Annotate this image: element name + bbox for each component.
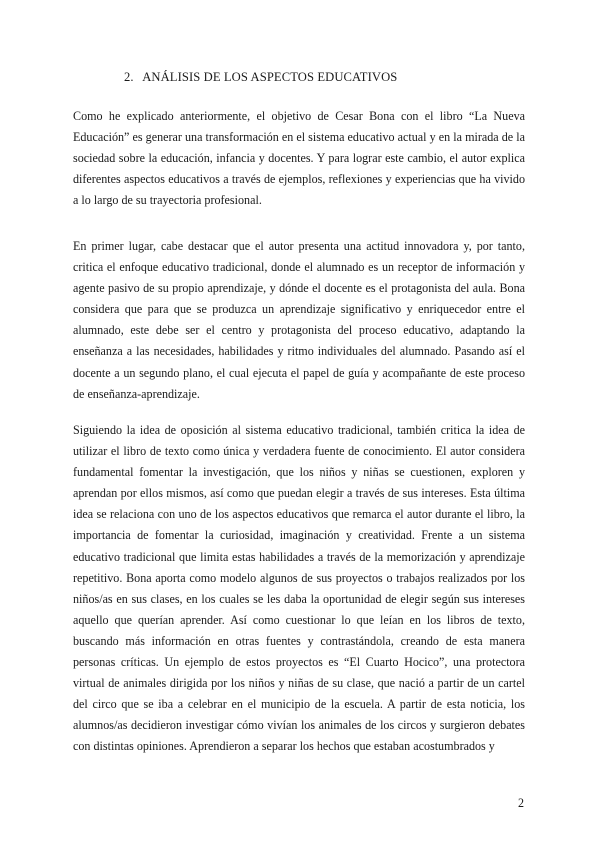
paragraph-traditional-approach: En primer lugar, cabe destacar que el autor presenta una actitud innovadora y, por tanto, critica el enfoque educativo tradicional, donde el alumnado es un receptor de información y agente pasivo de su propio aprendizaje, y dónde el docente es el protagonista del aula. Bona considera que para que se produzca un aprendizaje significativo y enriquecedor entre el alumnado, este debe ser el centro y protagonista del proceso educativo, adaptando la enseñanza a las necesidades, habilidades y ritmo individuales del alumnado. Pasando así el docente a un segundo plano, el cual ejecuta el papel de guía y acompañante de este proceso de enseñanza-aprendizaje. <box>73 239 525 401</box>
section-heading <box>124 70 397 85</box>
section-number: 2. <box>124 70 134 84</box>
page-number: 2 <box>518 796 525 810</box>
paragraph-textbook-critique: Siguiendo la idea de oposición al sistema educativo tradicional, también critica la idea de utilizar el libro de texto como única y verdadera fuente de conocimiento. El autor considera fundamental fomentar la investigación, que los niños y niñas se cuestionen, exploren y aprendan por ellos mismos, así como que puedan elegir a través de sus intereses. Esta última idea se relaciona con uno de los aspectos educativos que remarca el autor durante el libro, la importancia de fomentar la curiosidad, imaginación y creatividad. Frente a un sistema educativo tradicional que limita estas habilidades a través de la memorización y aprendizaje repetitivo. Bona aporta como modelo algunos de sus proyectos o trabajos realizados por los niños/as en sus clases, en los cuales se les daba la oportunidad de elegir según sus intereses aquello que querían aprender. Así como cuestionar lo que leían en los libros de texto, buscando más información en otras fuentes y contrastándola, creando de esta manera personas críticas. Un ejemplo de estos proyectos es “El Cuarto Hocico”, una protectora virtual de animales dirigida por los niños y niñas de su clase, que nació a partir de un cartel del circo que se iba a celebrar en el municipio de la escuela. A partir de esta noticia, los alumnos/as decidieron investigar cómo vivían los animales de los circos y surgieron debates con distintas opiniones. Aprendieron a separar los hechos que estaban acostumbrados y <box>73 423 525 754</box>
paragraph-introduction: Como he explicado anteriormente, el objetivo de Cesar Bona con el libro “La Nueva Educación” es generar una transformación en el sistema educativo actual y en la mirada de la sociedad sobre la educación, infancia y docentes. Y para lograr este cambio, el autor explica diferentes aspectos educativos a través de ejemplos, reflexiones y experiencias que ha vivido a lo largo de su trayectoria profesional. <box>73 109 525 208</box>
section-title: ANÁLISIS DE LOS ASPECTOS EDUCATIVOS <box>142 70 398 84</box>
